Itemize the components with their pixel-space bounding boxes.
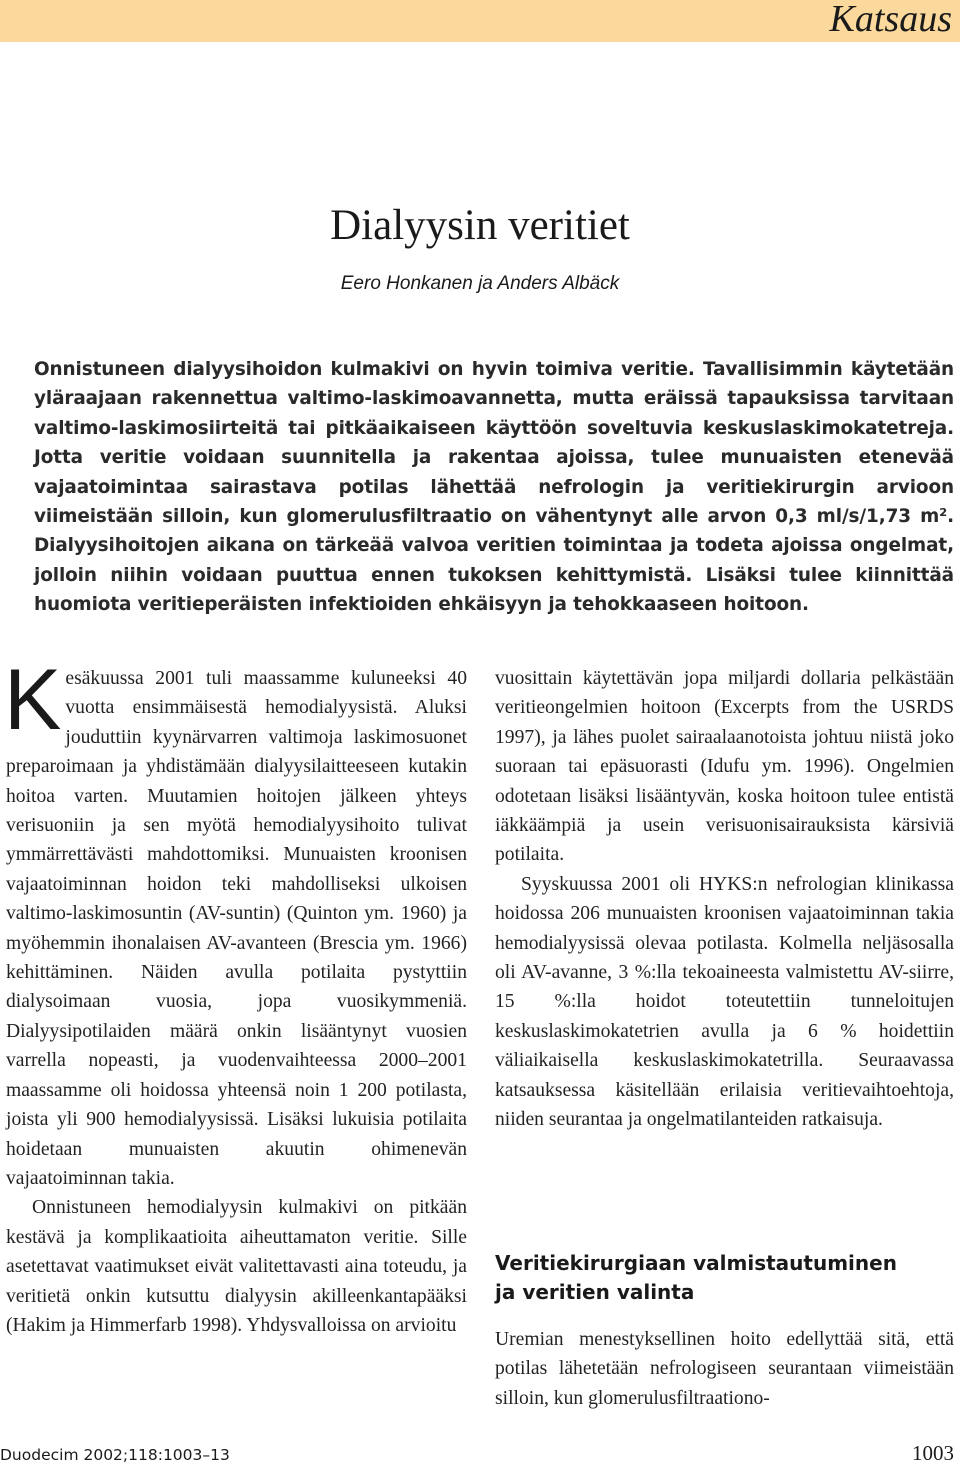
subheading-line-1: Veritiekirurgiaan valmistautuminen xyxy=(495,1251,897,1275)
section-header-bar xyxy=(0,0,960,42)
right-paragraph-2: Syyskuussa 2001 oli HYKS:n nefrologian klinikassa hoidossa 206 munuaisten kroonisen vajaatoiminnan takia hemodialyysissä olevaa potilasta. Kolmella neljäsosalla oli AV-avanne, 3 %:lla tekoaineesta valmistettu AV-siirre, 15 %:lla hoidot toteutettiin tunneloitujen keskuslaskimokatetrien avulla ja 6 % hoidettiin väliaikaisella keskuslaskimokatetrilla. Seuraavassa katsauksessa käsitellään erilaisia veritievaihtoehtoja, niiden seurantaa ja ongelmatilanteiden ratkaisuja. xyxy=(495,873,954,1131)
left-column xyxy=(4,652,467,1340)
article-title: Dialyysin veritiet xyxy=(330,202,630,249)
left-paragraph-1 xyxy=(4,652,467,1193)
left-paragraph-2: Onnistuneen hemodialyysin kulmakivi on pitkään kestävä ja komplikaatioita aiheuttamaton veritie. Sille asetettavat vaatimukset eivät valitettavasti aina toteudu, ja veritietä onkin kutsuttu dialyysin akilleenkantapääksi (Hakim ja Himmerfarb 1998). Yhdysvalloissa on arvioitu xyxy=(6,1197,467,1336)
drop-cap: K xyxy=(4,652,62,748)
left-paragraph-1-text: esäkuussa 2001 tuli maassamme kuluneeksi 40 vuotta ensimmäisestä hemodialyysistä. Aluksi jouduttiin kyynärvarren valtimoja laskimosuonet preparoimaan ja yhdistämään dialyysilaitteeseen kutakin hoitoa varten. Muutamien hoitojen jälkeen yhteys verisuoniin ja sen myötä hemodialyysihoito tulivat ymmärrettävästi mahdottomiksi. Munuaisten kroonisen vajaatoiminnan hoidon teki mahdolliseksi ulkoisen valtimo-laskimosuntin (AV-suntin) (Quinton ym. 1960) ja myöhemmin ihonalaisen AV-avanteen (Brescia ym. 1966) kehittäminen. Näiden avulla potilaita pystyttiin dialysoimaan vuosia, jopa vuosikymmeniä. Dialyysipotilaiden määrä onkin lisääntynyt vuosien varrella nopeasti, ja vuodenvaihteessa 2000–2001 maassamme oli hoidossa yhteensä noin 1 200 potilasta, joista yli 900 hemodialyysissä. Lisäksi lukuisia potilaita hoidetaan munuaisten akuutin ohimenevän vajaatoiminnan takia. xyxy=(6,668,467,1189)
article-authors: Eero Honkanen ja Anders Albäck xyxy=(340,273,620,294)
section-subheading xyxy=(495,1249,954,1307)
right-column xyxy=(495,664,954,1135)
journal-citation: Duodecim 2002;118:1003–13 xyxy=(0,1446,230,1464)
section-label: Katsaus xyxy=(829,0,952,40)
page-number: 1003 xyxy=(912,1441,954,1465)
article-abstract: Onnistuneen dialyysihoidon kulmakivi on hyvin toimiva veritie. Tavallisimmin käytetään yläraajaan rakennettua valtimo-laskimoavannetta, mutta eräissä tapauksissa tarvitaan valtimo-laskimosiirteitä tai pitkäaikaiseen käyttöön soveltuvia keskuslaskimokatetreja. Jotta veritie voidaan suunnitella ja rakentaa ajoissa, tulee munuaisten etenevää vajaatoimintaa sairastava potilas lähettää nefrologin ja veritiekirurgin arvioon viimeistään silloin, kun glomerulusfiltraatio on vähentynyt alle arvon 0,3 ml/s/1,73 m². Dialyysihoitojen aikana on tärkeää valvoa veritien toimintaa ja todeta ajoissa ongelmat, jolloin niihin voidaan puuttua ennen tukoksen kehittymistä. Lisäksi tulee kiinnittää huomiota veritieperäisten infektioiden ehkäisyyn ja tehokkaaseen hoitoon. xyxy=(34,359,954,616)
right-paragraph-3: Uremian menestyksellinen hoito edellyttää sitä, että potilas lähetetään nefrologiseen seurantaan viimeistään silloin, kun glomerulusfiltraationo- xyxy=(495,1329,954,1409)
right-column-continued xyxy=(495,1325,954,1413)
right-paragraph-1: vuosittain käytettävän jopa miljardi dollaria pelkästään veritieongelmien hoitoon (Excerpts from the USRDS 1997), ja lähes puolet sairaalaanotoista johtuu niistä joko suoraan tai epäsuorasti (Idufu ym. 1996). Ongelmien odotetaan lisäksi lisääntyvän, koska hoitoon tulee entistä iäkkäämpiä ja usein verisuonisairauksista kärsiviä potilaita. xyxy=(495,668,954,866)
subheading-line-2: ja veritien valinta xyxy=(495,1280,695,1304)
